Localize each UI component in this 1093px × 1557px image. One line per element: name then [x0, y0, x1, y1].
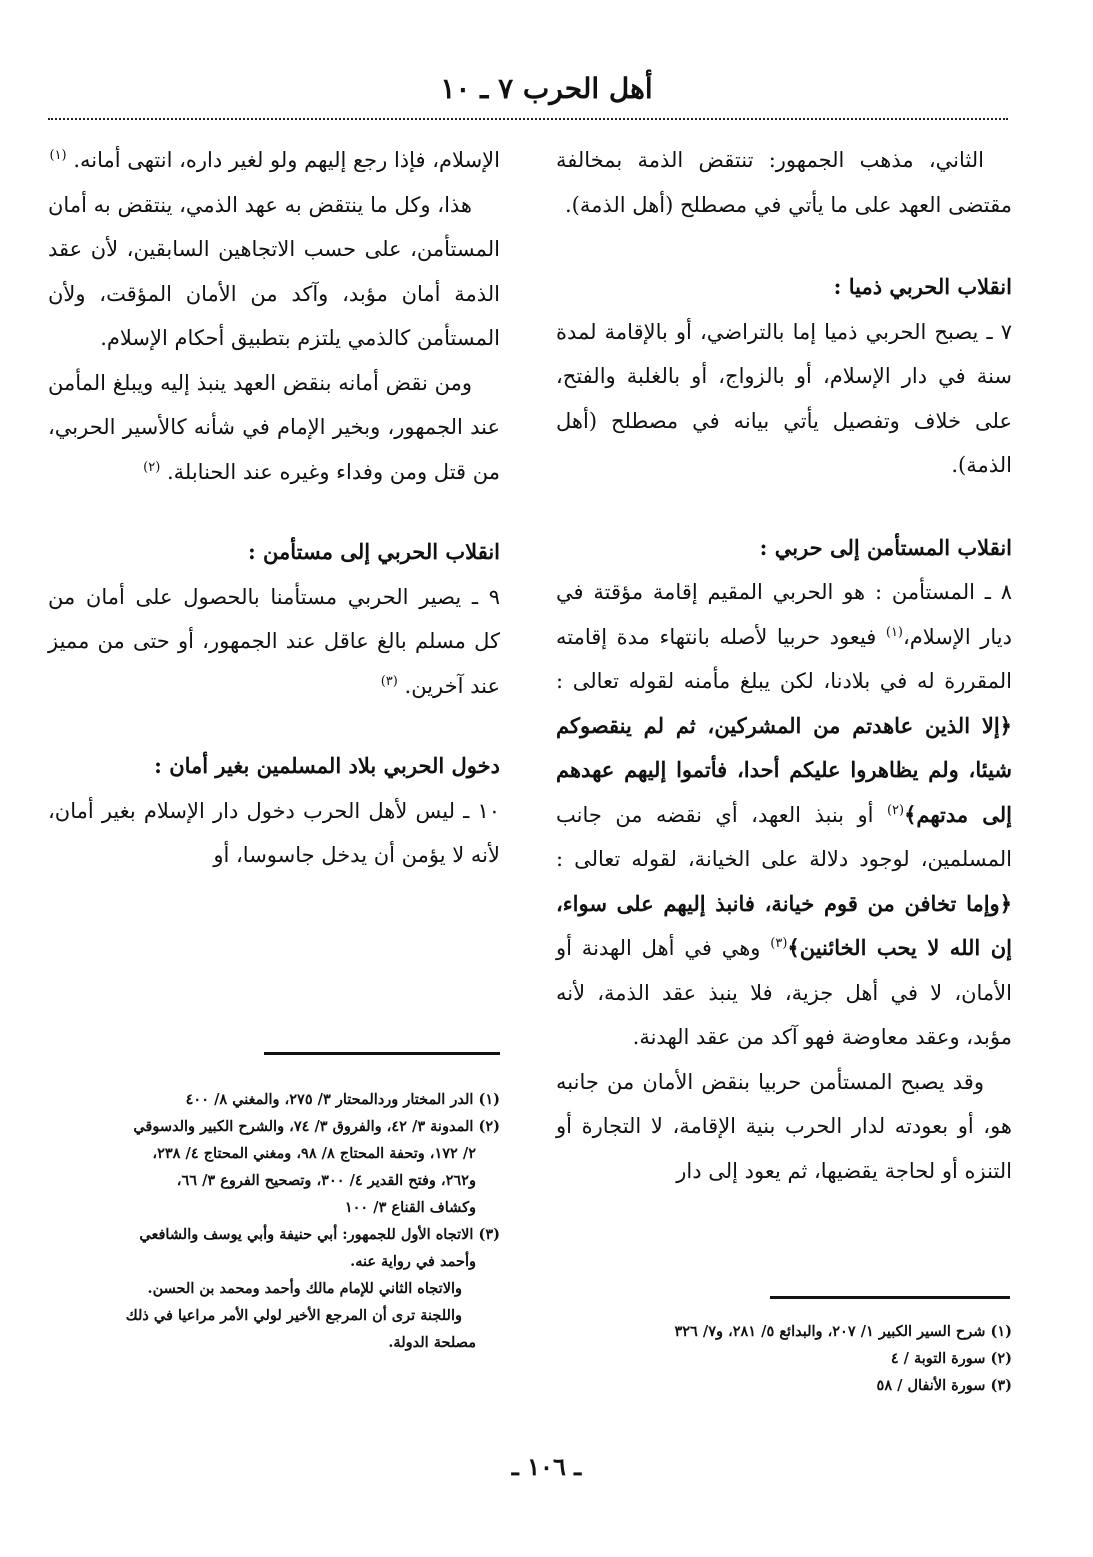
footnote-2: (٢) سورة التوبة / ٤	[890, 1350, 1012, 1367]
footnote-3: (٣) الاتجاه الأول للجمهور: أبي حنيفة وأبي يوسف والشافعي	[139, 1226, 500, 1243]
footnote-3-line-2: وأحمد في رواية عنه.	[350, 1253, 476, 1270]
footnote-ref-1: (١)	[49, 148, 67, 163]
heading-mustamin-to-harbi: انقلاب المستأمن إلى حربي :	[759, 534, 1012, 560]
paragraph-9-text: ٩ ـ يصير الحربي مستأمنا بالحصول على أمان من كل مسلم بالغ عاقل عند الجمهور، أو حتى من مميز عند آخرين.	[48, 584, 500, 698]
paragraph-7: ٧ ـ يصبح الحربي ذميا إما بالتراضي، أو بالإقامة لمدة سنة في دار الإسلام، أو بالزواج، أو بالغلبة والفتح، على خلاف وتفصيل يأتي بيانه في مصطلح (أهل الذمة).	[556, 319, 1012, 477]
footnote-3-line-3: والاتجاه الثاني للإمام مالك وأحمد ومحمد بن الحسن.	[147, 1280, 462, 1297]
footnote-divider-left	[264, 1052, 500, 1055]
heading-harbi-to-dhimmi: انقلاب الحربي ذميا :	[833, 274, 1012, 299]
header-divider	[48, 118, 1008, 120]
footnote-ref-2: (٢)	[143, 459, 161, 475]
footnote-divider-right	[770, 1296, 1010, 1299]
footnote-ref-2: (٢)	[886, 802, 905, 818]
page-title: أهل الحرب ٧ ـ ١٠	[440, 72, 653, 105]
heading-harbi-to-mustamin: انقلاب الحربي إلى مستأمن :	[247, 539, 500, 564]
page-number: ـ ١٠٦ ـ	[511, 1452, 582, 1481]
paragraph-8	[556, 570, 1012, 1060]
footnote-ref-3: (٣)	[770, 936, 788, 951]
footnote-1: (١) الدر المختار وردالمحتار ٣/ ٢٧٥، والمغني ٨/ ٤٠٠	[185, 1091, 500, 1108]
paragraph-continuation	[48, 138, 500, 183]
footnote-2-line-2: ٢/ ١٧٢، وتحفة المحتاج ٨/ ٩٨، ومغني المحتاج ٤/ ٢٣٨،	[152, 1145, 476, 1162]
quran-verse-anfal: ﴿وإما تخافن من قوم خيانة، فانبذ إليهم على سواء، إن الله لا يحب الخائنين﴾	[556, 890, 1012, 960]
footnote-2-line-4: وكشاف القناع ٣/ ١٠٠	[344, 1199, 476, 1216]
paragraph-second-view: الثاني، مذهب الجمهور: تنتقض الذمة بمخالفة مقتضى العهد على ما يأتي في مصطلح (أهل الذمة).	[556, 148, 1012, 217]
footnote-2: (٢) المدونة ٣/ ٤٢، والفروق ٣/ ٧٤، والشرح الكبير والدسوقي	[133, 1118, 500, 1135]
paragraph-naqd	[48, 361, 500, 495]
footnotes-right	[556, 1318, 1012, 1399]
footnote-ref-3: (٣)	[380, 673, 398, 689]
paragraph-8-text-b: فيعود حربيا لأصله بانتهاء مدة إقامته المقررة له في بلادنا، لكن يبلغ مأمنه لقوله تعالى :	[556, 624, 1012, 693]
paragraph-waqad: وقد يصبح المستأمن حربيا بنقض الأمان من جانبه هو، أو بعودته لدار الحرب بنية الإقامة، لا التجارة أو التنزه أو لحاجة يقضيها، ثم يعود إلى دار	[556, 1069, 1012, 1183]
footnote-3: (٣) سورة الأنفال / ٥٨	[876, 1377, 1012, 1394]
paragraph-9	[48, 575, 500, 709]
heading-entry-without-aman: دخول الحربي بلاد المسلمين بغير أمان :	[154, 753, 500, 778]
footnote-3-line-4: واللجنة ترى أن المرجع الأخير لولي الأمر مراعيا في ذلك	[125, 1307, 462, 1324]
paragraph-8-text-a: ٨ ـ المستأمن : هو الحربي المقيم إقامة مؤقتة في ديار الإسلام،	[556, 580, 1012, 649]
footnotes-left	[48, 1086, 500, 1356]
footnote-1: (١) شرح السير الكبير ١/ ٢٠٧، والبدائع ٥/ ٢٨١، و٧/ ٣٢٦	[674, 1323, 1012, 1340]
footnote-2-line-3: و٢٦٢، وفتح القدير ٤/ ٣٠٠، وتصحيح الفروع ٣/ ٦٦،	[176, 1172, 476, 1189]
paragraph-8-text-d: وهي في أهل الهدنة أو الأمان، لا في أهل جزية، فلا ينبذ عقد الذمة، لأنه مؤبد، وعقد معاوضة فهو آكد من عقد الهدنة.	[556, 936, 1012, 1049]
paragraph-10: ١٠ ـ ليس لأهل الحرب دخول دار الإسلام بغير أمان، لأنه لا يؤمن أن يدخل جاسوسا، أو	[48, 798, 500, 867]
footnote-3-line-5: مصلحة الدولة.	[388, 1334, 476, 1351]
paragraph-continuation-text: الإسلام، فإذا رجع إليهم ولو لغير داره، انتهى أمانه.	[73, 148, 500, 172]
left-column	[48, 138, 500, 878]
paragraph-hadha: هذا، وكل ما ينتقض به عهد الذمي، ينتقض به أمان المستأمن، على حسب الاتجاهين السابقين، لأن عقد الذمة أمان مؤبد، وآكد من الأمان المؤقت، ولأن المستأمن كالذمي يلتزم بتطبيق أحكام الإسلام.	[48, 192, 500, 350]
quran-verse-tawbah: ﴿إلا الذين عاهدتم من المشركين، ثم لم ينقصوكم شيئا، ولم يظاهروا عليكم أحدا، فأتموا إليهم عهدهم إلى مدتهم﴾	[556, 712, 1012, 827]
paragraph-naqd-text: ومن نقض أمانه بنقض العهد ينبذ إليه ويبلغ المأمن عند الجمهور، وبخير الإمام في شأنه كالأسير الحربي، من قتل ومن وفداء وغيره عند الحنابلة.	[48, 370, 500, 484]
right-column	[556, 138, 1012, 1193]
footnote-ref-1: (١)	[885, 624, 903, 640]
paragraph-8-text-c: أو بنبذ العهد، أي نقضه من جانب المسلمين، لوجود دلالة على الخيانة، لقوله تعالى :	[556, 802, 1012, 871]
